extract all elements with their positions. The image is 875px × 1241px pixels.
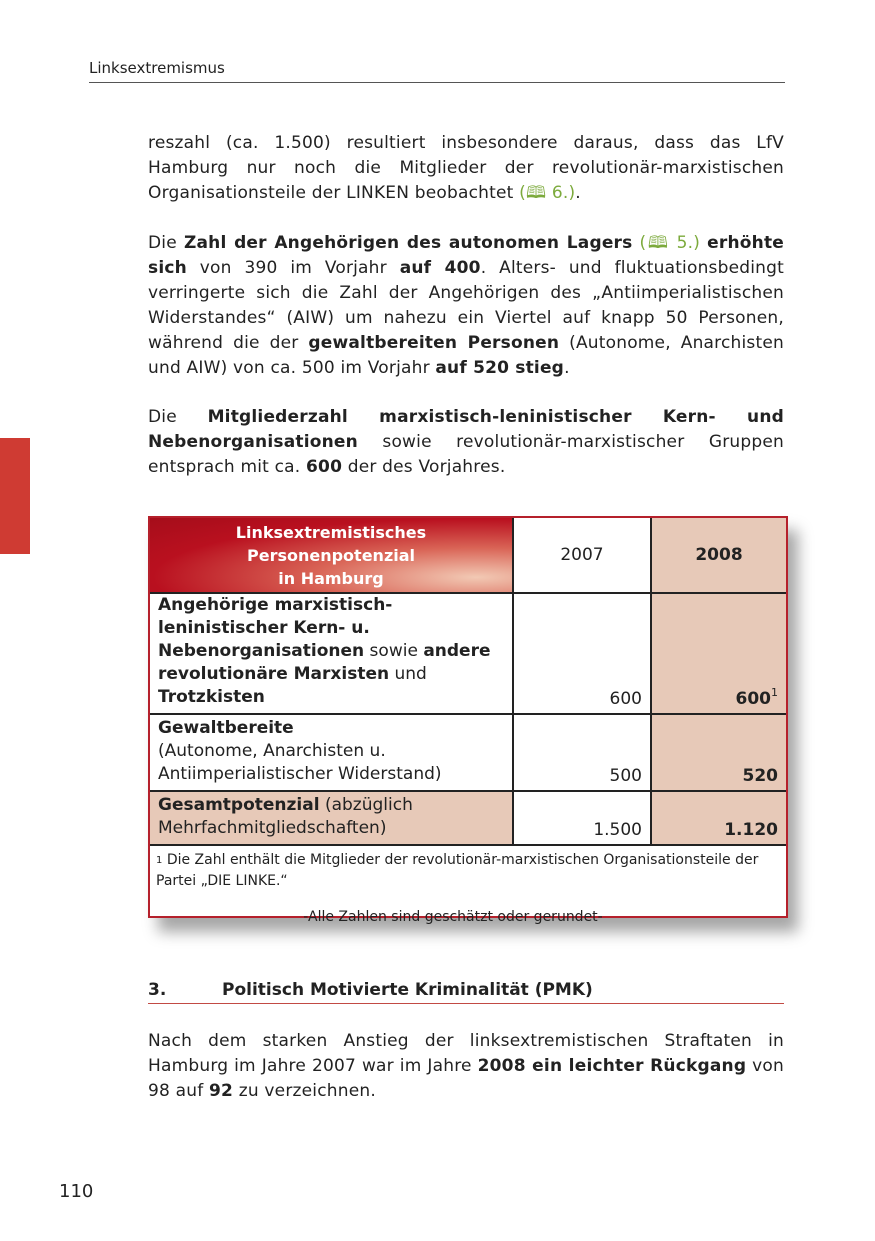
- text: .: [564, 358, 570, 378]
- bold-text: 92: [209, 1081, 234, 1101]
- bold-text: auf 400: [399, 258, 481, 278]
- row-label: [150, 593, 513, 714]
- value-2007: 1.500: [513, 791, 651, 845]
- footnote-number: 1: [156, 855, 163, 866]
- text: Die: [148, 407, 208, 427]
- text: (Autonome, Anarchisten u. Antiimperialistischer Widerstand): [158, 741, 442, 784]
- cross-reference-link[interactable]: (🕮 6.): [519, 183, 576, 203]
- paragraph-3: [148, 405, 784, 480]
- table-header-row: [150, 518, 786, 593]
- value-text: 600: [735, 689, 771, 709]
- value-2008: 1.120: [651, 791, 786, 845]
- bold-text: Trotzkisten: [158, 687, 265, 707]
- header-line: Personenpotenzial: [246, 545, 416, 565]
- section-heading: [148, 980, 784, 1004]
- text: und: [389, 664, 427, 684]
- bold-text: Angehörige marxistisch-leninistischer Kern- u. Nebenorganisationen: [158, 595, 393, 661]
- bold-text: Zahl der Angehörigen des autonomen Lagers: [183, 233, 633, 253]
- value-2007: 500: [513, 714, 651, 791]
- text: sowie revolutionär-marxistischer Gruppen entsprach mit ca.: [148, 432, 784, 477]
- bold-text: gewaltbereiten Personen: [308, 333, 560, 353]
- bold-text: Gewaltbereite: [158, 718, 294, 738]
- text: sowie: [364, 641, 424, 661]
- table-row-total: [150, 791, 786, 845]
- text: (abzüglich Mehrfachmitgliedschaften): [158, 795, 413, 838]
- row-label: [150, 791, 513, 845]
- text: (Autonome, Anarchisten und AIW) von ca. 500 im Vorjahr: [148, 333, 784, 378]
- personenpotenzial-table: [148, 516, 788, 925]
- bold-text: 2008 ein leichter Rückgang: [477, 1056, 747, 1076]
- text: .: [575, 183, 581, 203]
- text: zu verzeichnen.: [233, 1081, 376, 1101]
- text: reszahl (ca. 1.500) resultiert insbesondere daraus, dass das LfV Hamburg nur noch die Mitglieder der revolutionär-marxistischen Organisationsteile der LINKEN beobachtet: [148, 133, 784, 203]
- table-note: -Alle Zahlen sind geschätzt oder gerundet-: [303, 909, 603, 925]
- paragraph-1: [148, 131, 784, 206]
- bold-text: andere revolutionäre Marxisten: [158, 641, 491, 684]
- cross-reference-link[interactable]: (🕮 5.): [639, 233, 701, 253]
- text: . Alters- und fluktuationsbedingt verringerte sich die Zahl der Angehörigen des „Antiimperialistischen Widerstandes“ (AIW) um nahezu ein Viertel auf knapp 50 Personen, während die der: [148, 258, 785, 353]
- column-header-2008: 2008: [651, 518, 786, 593]
- table-header-label: [150, 518, 513, 593]
- paragraph-4: [148, 1029, 784, 1104]
- section-title: Politisch Motivierte Kriminalität (PMK): [222, 980, 593, 1000]
- value-2008: [651, 593, 786, 714]
- running-header: Linksextremismus: [89, 59, 785, 83]
- text: Die: [148, 233, 184, 253]
- header-line: Linksextremistisches: [235, 522, 427, 542]
- chapter-side-tab: [0, 438, 30, 554]
- data-table: [150, 518, 786, 846]
- text: der des Vorjahres.: [342, 457, 506, 477]
- text: von 98 auf: [148, 1056, 784, 1101]
- bold-text: 600: [306, 457, 343, 477]
- paragraph-2: [148, 231, 784, 381]
- value-2008: 520: [651, 714, 786, 791]
- bold-text: Gesamtpotenzial: [158, 795, 320, 815]
- bold-text: Mitgliederzahl marxistisch-leninistischer Kern- und Nebenorganisationen: [148, 407, 784, 452]
- header-line: in Hamburg: [278, 568, 384, 588]
- text: von 390 im Vorjahr: [186, 258, 400, 278]
- table-row: [150, 593, 786, 714]
- footnote-text: Die Zahl enthält die Mitglieder der revolutionär-marxistischen Organisationsteile der Partei „DIE LINKE.“: [156, 852, 759, 889]
- bold-text: auf 520 stieg: [435, 358, 565, 378]
- column-header-2007: 2007: [513, 518, 651, 593]
- row-label: [150, 714, 513, 791]
- page-number: 110: [59, 1181, 94, 1202]
- value-2007: 600: [513, 593, 651, 714]
- bold-text: erhöhte sich: [148, 233, 785, 278]
- table-footnote: [150, 846, 786, 892]
- section-number: 3.: [148, 980, 167, 1000]
- table-row: [150, 714, 786, 791]
- text: Nach dem starken Anstieg der linksextremistischen Straftaten in Hamburg im Jahre 2007 war im Jahre: [148, 1031, 784, 1076]
- text: [632, 233, 639, 253]
- footnote-ref: 1: [771, 686, 778, 699]
